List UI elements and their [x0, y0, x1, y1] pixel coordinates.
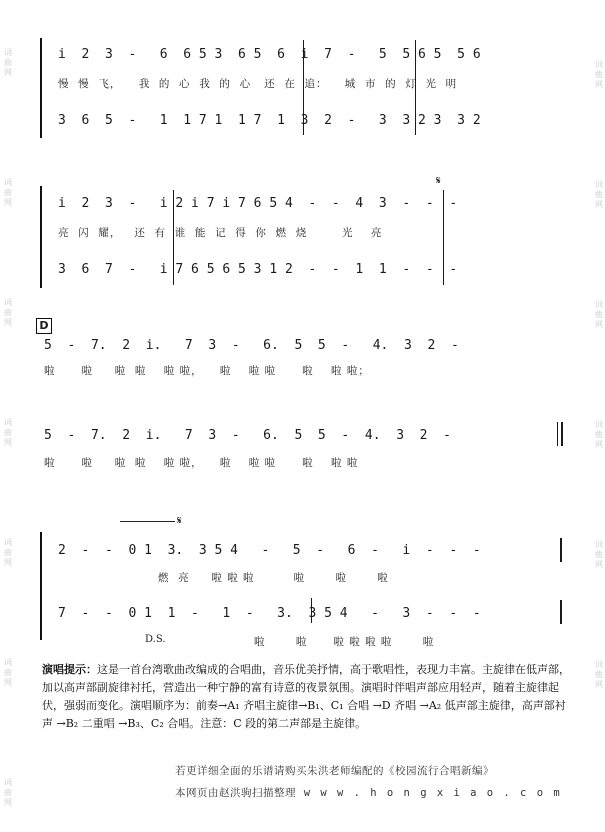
watermark-char: 曲 [4, 668, 12, 677]
watermark-char: 曲 [595, 310, 603, 319]
watermark-char: 词 [595, 180, 603, 189]
tie-line [120, 521, 175, 522]
watermark-char: 词 [4, 658, 12, 667]
end-barline [560, 600, 562, 624]
watermark-char: 词 [4, 418, 12, 427]
watermark-char: 网 [595, 80, 603, 89]
system-bracket [40, 38, 42, 138]
system1-lower-notes: 3 6 5 - 1 1 7 1 1 7 1 3 2 - 3 3 2 3 3 2 [58, 113, 481, 128]
watermark-char: 词 [595, 540, 603, 549]
system-bracket [40, 532, 42, 640]
system4-lyrics: 啦 啦 啦 啦 啦 啦， 啦 啦 啦 啦 啦 啦 [44, 457, 359, 469]
system2-upper-notes: i 2 3 - i 2 i 7 i 7 6 5 4 - - 4 3 - - - [58, 196, 458, 211]
system5-lower-notes: 7 - - 0 1 1 - 1 - 3. 3 5 4 - 3 - - - [58, 606, 481, 621]
system1-upper-notes: i 2 3 - 6 6 5 3 6 5 6 i 7 - 5 5 6 5 5 6 [58, 47, 481, 62]
watermark-char: 曲 [595, 550, 603, 559]
coda-icon: 𝄋 [177, 514, 182, 527]
watermark-char: 曲 [595, 430, 603, 439]
repeat-barline [561, 422, 563, 446]
watermark-char: 网 [595, 440, 603, 449]
segno-icon: 𝄋 [436, 174, 441, 187]
watermark-char: 网 [4, 68, 12, 77]
system1-upper-lyrics: 慢 慢 飞， 我 的 心 我 的 心 还 在 追： 城 市 的 灯 光 明 [58, 78, 458, 90]
repeat-barline [557, 422, 558, 446]
watermark-char: 曲 [4, 188, 12, 197]
footer-url: w w w . h o n g x i a o . c o m [303, 787, 562, 799]
system5-lower-lyrics: 啦 啦 啦 啦 啦 啦 啦 [254, 636, 435, 648]
watermark-char: 网 [4, 318, 12, 327]
footer-credit [175, 785, 562, 800]
system5-upper-notes: 2 - - 0 1 3. 3 5 4 - 5 - 6 - i - - - [58, 543, 481, 558]
watermark-char: 词 [4, 778, 12, 787]
watermark-char: 网 [4, 558, 12, 567]
watermark-char: 网 [595, 200, 603, 209]
watermark-char: 词 [4, 538, 12, 547]
watermark-char: 词 [595, 60, 603, 69]
watermark-char: 词 [4, 178, 12, 187]
watermark-char: 曲 [4, 58, 12, 67]
system3-notes: 5 - 7. 2 i. 7 3 - 6. 5 5 - 4. 3 2 - [44, 338, 459, 353]
watermark-char: 词 [4, 298, 12, 307]
watermark-char: 曲 [4, 788, 12, 797]
dal-segno-mark: D.S. [145, 634, 166, 645]
system2-lower-notes: 3 6 7 - i 7 6 5 6 5 3 1 2 - - 1 1 - - - [58, 262, 458, 277]
watermark-char: 网 [4, 198, 12, 207]
watermark-char: 曲 [4, 548, 12, 557]
system-bracket [40, 186, 42, 288]
watermark-char: 词 [595, 660, 603, 669]
watermark-char: 曲 [4, 308, 12, 317]
hint-body: 这是一首台湾歌曲改编成的合唱曲，音乐优美抒情，高于歌唱性，表现力丰富。主旋律在低声部，加以高声部副旋律衬托，营造出一种宁静的富有诗意的夜景氛围。演唱时伴唱声部应用轻声，随着主旋律起伏，强弱而变化。演唱顺序为：前奏→A₁ 齐唱主旋律→B₁、C₁ 合唱 →D 齐唱 →A₂ 低声部主旋律，高声部衬声 →B₂ 二重唱 →B₃、C₂ 合唱。注意：C 段的第二声部是主旋律。 [42, 663, 570, 730]
watermark-char: 网 [4, 798, 12, 807]
end-barline [560, 538, 562, 562]
system5-upper-lyrics: 燃 亮 啦 啦 啦 啦 啦 啦 [158, 572, 389, 584]
footer-credit-text: 本网页由赵洪驹扫描整理 [175, 787, 296, 799]
watermark-char: 曲 [595, 670, 603, 679]
watermark-char: 网 [595, 680, 603, 689]
performance-hint [42, 661, 572, 733]
watermark-char: 词 [4, 48, 12, 57]
rehearsal-mark: D [36, 318, 52, 334]
watermark-char: 网 [595, 320, 603, 329]
system4-notes: 5 - 7. 2 i. 7 3 - 6. 5 5 - 4. 3 2 - [44, 428, 451, 443]
watermark-char: 网 [4, 438, 12, 447]
watermark-char: 曲 [4, 428, 12, 437]
system3-lyrics: 啦 啦 啦 啦 啦 啦， 啦 啦 啦 啦 啦 啦； [44, 365, 370, 377]
watermark-char: 曲 [595, 190, 603, 199]
watermark-char: 词 [595, 300, 603, 309]
watermark-char: 网 [595, 560, 603, 569]
system2-upper-lyrics: 亮 闪 耀， 还 有 谁 能 记 得 你 燃 烧 光 亮 [58, 227, 383, 239]
watermark-char: 词 [595, 420, 603, 429]
watermark-char: 网 [4, 678, 12, 687]
footer-book-note: 若更详细全面的乐谱请购买朱洪老师编配的《校园流行合唱新编》 [175, 765, 494, 777]
watermark-char: 曲 [595, 70, 603, 79]
hint-title: 演唱提示： [42, 663, 97, 676]
